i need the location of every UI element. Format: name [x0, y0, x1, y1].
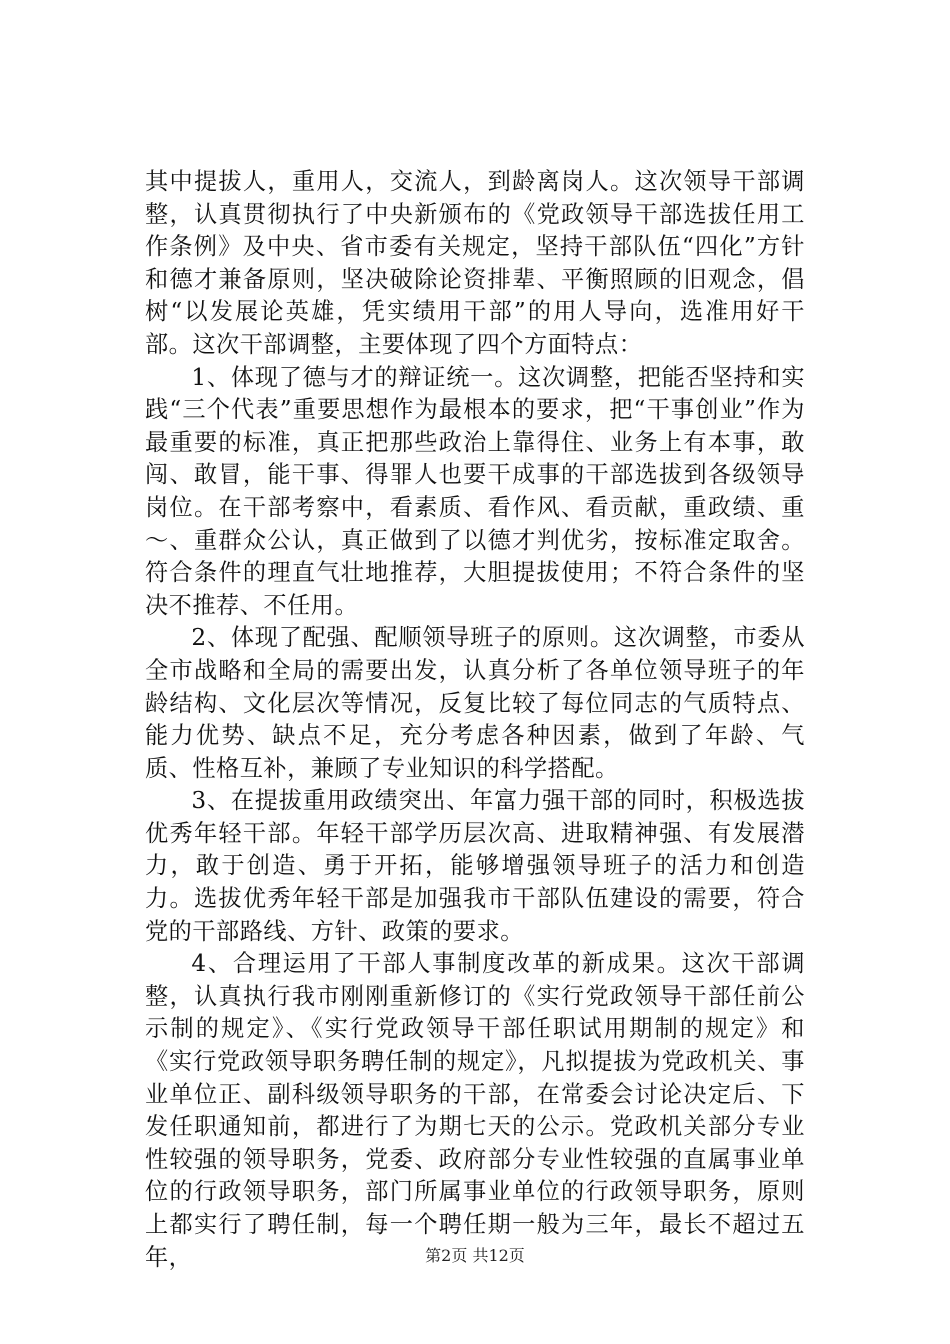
- paragraph-point-4: 4、合理运用了干部人事制度改革的新成果。这次干部调整，认真执行我市刚刚重新修订的《实行党政领导干部任前公示制的规定》、《实行党政领导干部任职试用期制的规定》和《实行党政领导职务聘任制的规定》，凡拟提拔为党政机关、事业单位正、副科级领导职务的干部，在常委会讨论决定后、下发任职通知前，都进行了为期七天的公示。党政机关部分专业性较强的领导职务，党委、政府部分专业性较强的直属事业单位的行政领导职务，部门所属事业单位的行政领导职务，原则上都实行了聘任制，每一个聘任期一般为三年，最长不超过五年，: [145, 950, 805, 1271]
- paragraph-point-1: 1、体现了德与才的辩证统一。这次调整，把能否坚持和实践“三个代表”重要思想作为最根本的要求，把“干事创业”作为最重要的标准，真正把那些政治上靠得住、业务上有本事，敢闯、敢冒，能干事、得罪人也要干成事的干部选拔到各级领导岗位。在干部考察中，看素质、看作风、看贡献，重政绩、重～、重群众公认，真正做到了以德才判优劣，按标准定取舍。符合条件的理直气壮地推荐，大胆提拔使用；不符合条件的坚决不推荐、不任用。: [145, 363, 805, 619]
- paragraph-intro: 其中提拔人，重用人，交流人，到龄离岗人。这次领导干部调整，认真贯彻执行了中央新颁布的《党政领导干部选拔任用工作条例》及中央、省市委有关规定，坚持干部队伍“四化”方针和德才兼备原则，坚决破除论资排辈、平衡照顾的旧观念，倡树“以发展论英雄，凭实绩用干部”的用人导向，选准用好干部。这次干部调整，主要体现了四个方面特点：: [145, 168, 805, 358]
- paragraph-point-2: 2、体现了配强、配顺领导班子的原则。这次调整，市委从全市战略和全局的需要出发，认真分析了各单位领导班子的年龄结构、文化层次等情况，反复比较了每位同志的气质特点、能力优势、缺点不足，充分考虑各种因素，做到了年龄、气质、性格互补，兼顾了专业知识的科学搭配。: [145, 624, 805, 782]
- paragraph-point-3: 3、在提拔重用政绩突出、年富力强干部的同时，积极选拔优秀年轻干部。年轻干部学历层次高、进取精神强、有发展潜力，敢于创造、勇于开拓，能够增强领导班子的活力和创造力。选拔优秀年轻干部是加强我市干部队伍建设的需要，符合党的干部路线、方针、政策的要求。: [145, 787, 805, 945]
- document-body: [145, 166, 805, 1274]
- page-number-footer: 第2页 共12页: [425, 1246, 525, 1265]
